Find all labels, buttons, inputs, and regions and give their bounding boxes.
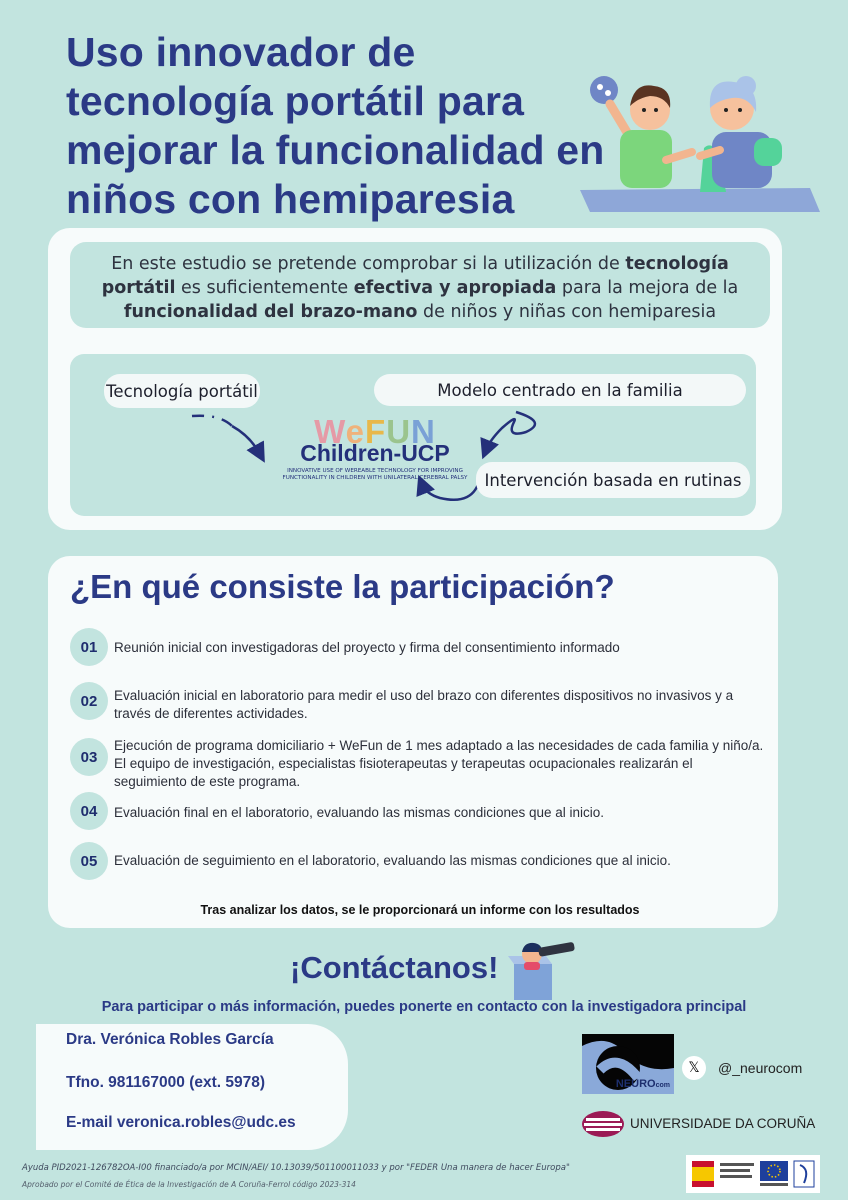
step-text: Evaluación final en el laboratorio, evaluando las mismas condiciones que al inicio.: [114, 805, 605, 820]
step-number: 03: [70, 738, 108, 776]
funding-logos: [686, 1155, 820, 1193]
wefun-logo: [270, 413, 480, 512]
logo-letter: U: [386, 413, 412, 450]
binoculars-child-illustration: [508, 938, 580, 1002]
email-link[interactable]: E-mail veronica.robles@udc.es: [66, 1114, 296, 1131]
step-text: Evaluación de seguimiento en el laboratorio, evaluando las mismas condiciones que al inicio.: [114, 853, 671, 868]
social-handle[interactable]: @_neurocom: [718, 1060, 803, 1076]
funding-note: Ayuda PID2021-126782OA-I00 financiado/a por MCIN/AEI/ 10.13039/501100011033 y por "FEDER Una manera de hacer Europa": [22, 1163, 570, 1173]
pill-routine-based-intervention: Intervención basada en rutinas: [476, 462, 750, 498]
neurocom-logo: [582, 1034, 674, 1094]
intro-bold: efectiva y apropiada: [353, 278, 557, 298]
university-name: UNIVERSIDADE DA CORUÑA: [630, 1116, 816, 1131]
neurocom-wordmark-suffix: com: [655, 1082, 670, 1089]
intro-text: En este estudio se pretende comprobar si la utilización de: [111, 254, 626, 274]
ethics-note: Aprobado por el Comité de Ética de la Investigación de A Coruña-Ferrol código 2023-314: [22, 1180, 356, 1189]
logo-letter: W: [314, 413, 346, 450]
step-number: 04: [70, 792, 108, 830]
step-text: Evaluación inicial en laboratorio para medir el uso del brazo con diferentes dispositivos no invasivos y a través de diferentes actividades.: [114, 688, 734, 721]
pill-wearable-technology: Tecnología portátil: [104, 374, 260, 408]
step-number: 02: [70, 682, 108, 720]
intro-bold: tecnología portátil: [101, 254, 729, 298]
step-text: Ejecución de programa domiciliario + WeFun de 1 mes adaptado a las necesidades de cada familia y niño/a. El equipo de investigación, especialistas fisioterapeutas y terapeutas ocupacionales realizarán el seguimiento de este programa.: [114, 738, 764, 789]
title-line: mejorar la funcionalidad en: [66, 127, 605, 173]
phone-number[interactable]: Tfno. 981167000 (ext. 5978): [66, 1074, 266, 1091]
contact-title: ¡Contáctanos!: [290, 950, 499, 985]
logo-tagline: INNOVATIVE USE OF WEREABLE TECHNOLOGY FOR IMPROVING FUNCTIONALITY IN CHILDREN WITH UNILATERAL CEREBRAL PALSY: [282, 468, 468, 481]
contact-subtitle: Para participar o más información, puedes ponerte en contacto con la investigadora principal: [101, 999, 747, 1015]
logo-letter: N: [411, 413, 436, 450]
intro-text: es suficientemente: [175, 278, 354, 298]
participation-title: ¿En qué consiste la participación?: [70, 568, 615, 605]
logo-letter: F: [365, 413, 387, 450]
results-note: Tras analizar los datos, se le proporcionará un informe con los resultados: [200, 903, 640, 917]
neurocom-wordmark: NEURO: [615, 1078, 656, 1090]
pill-family-centered-model: Modelo centrado en la familia: [374, 374, 746, 406]
intro-text: de niños y niñas con hemiparesia: [417, 302, 717, 322]
intro-bold: funcionalidad del brazo-mano: [123, 302, 418, 322]
step-number: 01: [70, 628, 108, 666]
page-title: [66, 28, 626, 224]
title-line: tecnología portátil para: [66, 78, 525, 124]
udc-logo-icon: [582, 1110, 624, 1138]
title-line: niños con hemiparesia: [66, 176, 515, 222]
study-description: [70, 242, 770, 328]
logo-letter: e: [345, 413, 366, 450]
intro-text: para la mejora de la: [556, 278, 739, 298]
logo-name: Children-UCP: [300, 440, 450, 466]
step-text: Reunión inicial con investigadoras del proyecto y firma del consentimiento informado: [114, 640, 620, 655]
step-number: 05: [70, 842, 108, 880]
title-line: Uso innovador de: [66, 29, 416, 75]
children-illustration: [580, 60, 826, 220]
x-icon[interactable]: 𝕏: [682, 1056, 706, 1080]
researcher-name: Dra. Verónica Robles García: [66, 1031, 274, 1048]
